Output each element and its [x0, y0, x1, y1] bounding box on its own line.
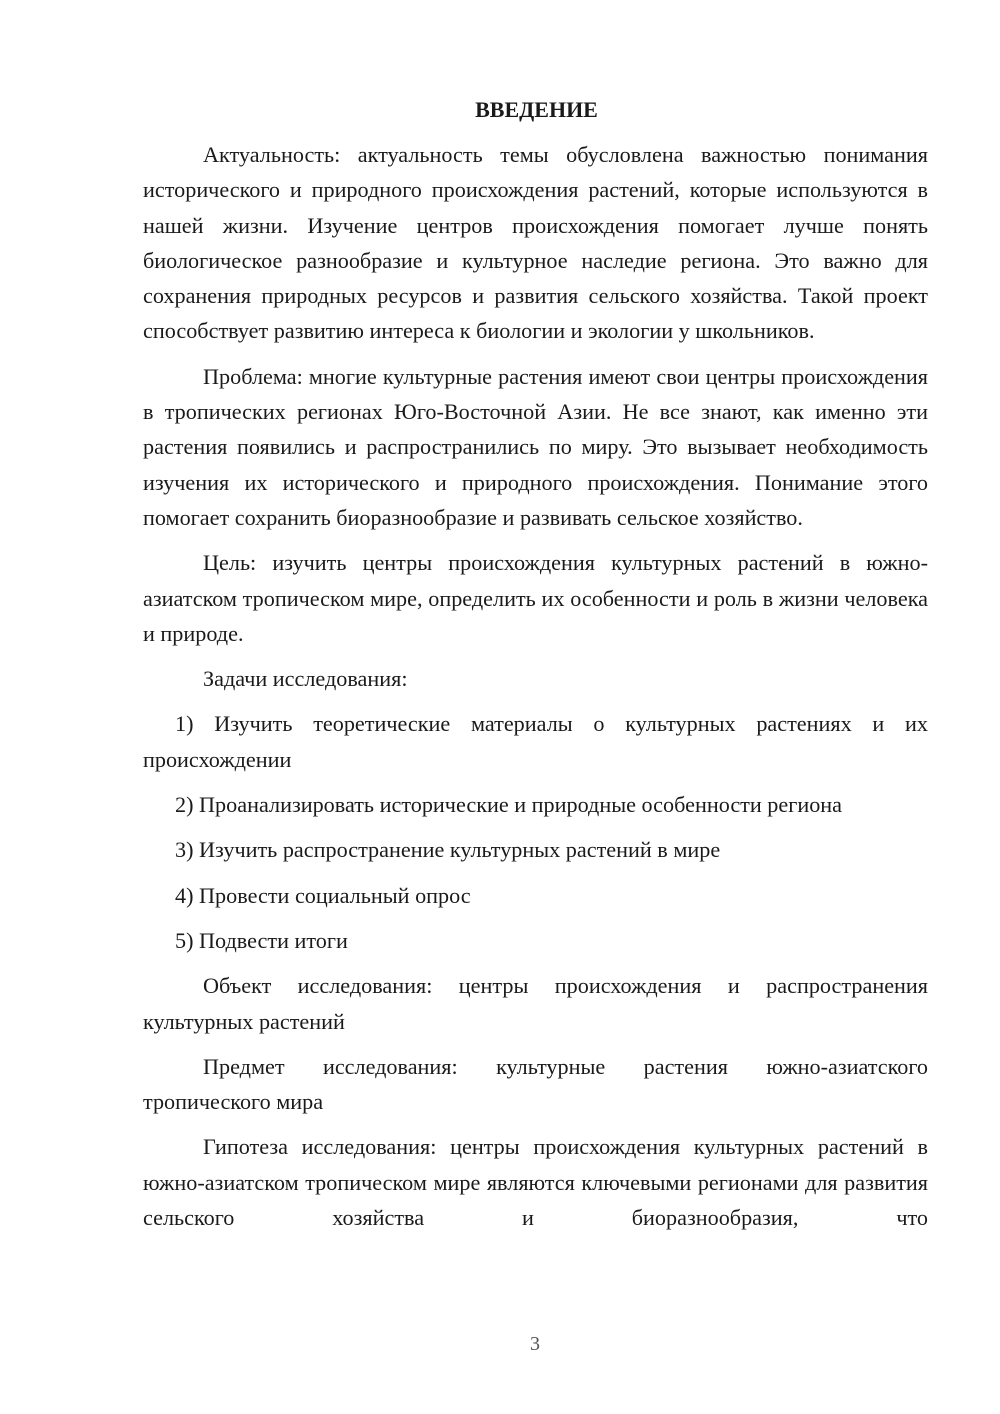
page-title: ВВЕДЕНИЕ: [475, 97, 598, 122]
task-item-2: 2) Проанализировать исторические и природные особенности региона: [175, 792, 843, 818]
task-item-4: 4) Провести социальный опрос: [175, 882, 471, 908]
tasks-heading: Задачи исследования:: [203, 666, 408, 692]
relevance-paragraph: Актуальность: актуальность темы обусловлена важностью понимания исторического и природного происхождения растений, которые используются в нашей жизни. Изучение центров происхождения помогает лучше понять биологическое разнообразие и культурное наследие региона. Это важно для сохранения природных ресурсов и развития сельского хозяйства. Такой проект способствует развитию интереса к биологии и экологии у школьников.: [143, 142, 928, 344]
page-content: [143, 92, 928, 1235]
hypothesis-paragraph: Гипотеза исследования: центры происхождения культурных растений в южно-азиатском тропическом мире являются ключевыми регионами для развития сельского хозяйства и биоразнообразия, что: [143, 1134, 928, 1231]
task-item-3: 3) Изучить распространение культурных растений в мире: [175, 837, 721, 863]
object-paragraph: Объект исследования: центры происхождения и распространения культурных растений: [143, 973, 928, 1034]
task-item-1: 1) Изучить теоретические материалы о культурных растениях и их происхождении: [143, 711, 928, 772]
task-item-5: 5) Подвести итоги: [175, 927, 348, 953]
page-number: 3: [530, 1333, 540, 1355]
subject-paragraph: Предмет исследования: культурные растения южно-азиатского тропического мира: [143, 1053, 928, 1115]
problem-paragraph: Проблема: многие культурные растения имеют свои центры происхождения в тропических регионах Юго-Восточной Азии. Не все знают, как именно эти растения появились и распространились по миру. Это вызывает необходимость изучения их исторического и природного происхождения. Понимание этого помогает сохранить биоразнообразие и развивать сельское хозяйство.: [143, 363, 928, 530]
goal-paragraph: Цель: изучить центры происхождения культурных растений в южно-азиатском тропическом мире, определить их особенности и роль в жизни человека и природе.: [143, 550, 928, 646]
